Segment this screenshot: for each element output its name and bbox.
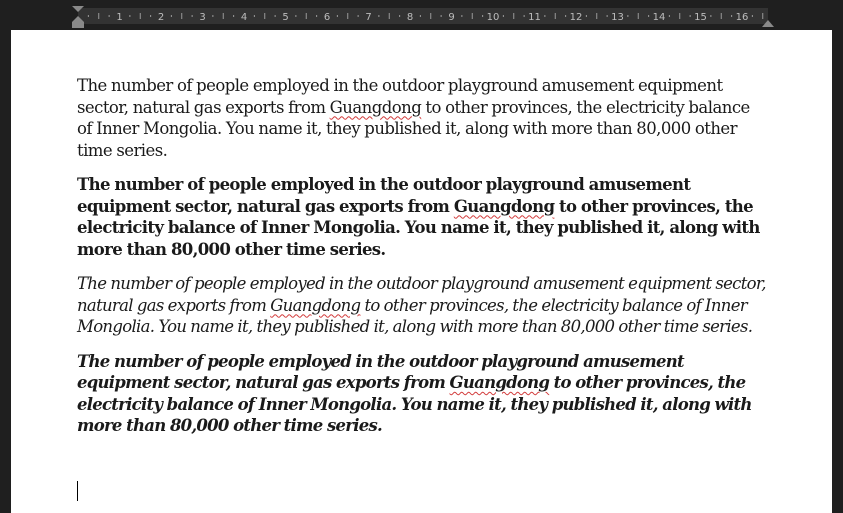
paragraph-bold-italic[interactable] bbox=[77, 351, 767, 437]
ruler-number: 6 bbox=[323, 12, 331, 23]
spellcheck-flagged-word[interactable]: Guangdong bbox=[270, 295, 361, 315]
spellcheck-flagged-word[interactable]: Guangdong bbox=[449, 373, 550, 392]
paragraph-text: to other provinces, the electricity balance of Inner Mongolia. You name it, they published it, along with more than 80,000 other time series. bbox=[77, 97, 750, 160]
paragraph-text: to other provinces, the electricity balance of Inner Mongolia. You name it, they published it, along with more than 80,000 other time series. bbox=[77, 373, 752, 435]
ruler-number: 15 bbox=[694, 12, 707, 23]
paragraph-text: The number of people employed in the outdoor playground amusement equipment sector, natural gas exports from bbox=[77, 351, 684, 392]
paragraph-text: to other provinces, the electricity balance of Inner Mongolia. You name it, they published it, along with more than 80,000 other time series. bbox=[77, 196, 760, 259]
document-page[interactable] bbox=[11, 30, 832, 513]
ruler-number: 14 bbox=[652, 12, 666, 23]
ruler-number: 13 bbox=[611, 12, 624, 23]
ruler-number: 16 bbox=[735, 12, 749, 23]
ruler-number: 3 bbox=[199, 12, 206, 23]
ruler-number: 5 bbox=[282, 12, 289, 23]
ruler-number: 10 bbox=[486, 12, 500, 23]
paragraph-text: to other provinces, the electricity balance of Inner Mongolia. You name it, they published it, along with more than 80,000 other time series. bbox=[77, 295, 753, 336]
ruler-number: 12 bbox=[569, 12, 583, 23]
paragraph-italic[interactable] bbox=[77, 273, 767, 338]
paragraph-text: The number of people employed in the outdoor playground amusement equipment sector, natural gas exports from bbox=[77, 76, 723, 117]
ruler-number: 2 bbox=[157, 12, 165, 23]
paragraph-text: The number of people employed in the outdoor playground amusement equipment sector, natural gas exports from bbox=[77, 175, 691, 216]
ruler-scale bbox=[0, 0, 843, 30]
ruler-number: 9 bbox=[448, 12, 455, 23]
ruler-number: 1 bbox=[116, 12, 123, 23]
ruler-number: 11 bbox=[528, 12, 541, 23]
right-indent-marker[interactable] bbox=[762, 20, 774, 30]
left-indent-marker[interactable] bbox=[72, 6, 84, 28]
text-cursor bbox=[77, 481, 78, 501]
ruler-number: 8 bbox=[406, 12, 414, 23]
paragraph-bold[interactable] bbox=[77, 174, 767, 260]
horizontal-ruler[interactable] bbox=[0, 0, 843, 30]
ruler-number: 4 bbox=[240, 12, 248, 23]
paragraph-text: The number of people employed in the outdoor playground amusement equipment sector, natural gas exports from bbox=[77, 274, 766, 315]
ruler-number: 7 bbox=[365, 12, 372, 23]
document-body[interactable] bbox=[77, 75, 767, 450]
spellcheck-flagged-word[interactable]: Guangdong bbox=[329, 97, 422, 117]
spellcheck-flagged-word[interactable]: Guangdong bbox=[453, 196, 555, 216]
paragraph-regular[interactable] bbox=[77, 75, 767, 161]
page-gutter bbox=[832, 30, 843, 513]
